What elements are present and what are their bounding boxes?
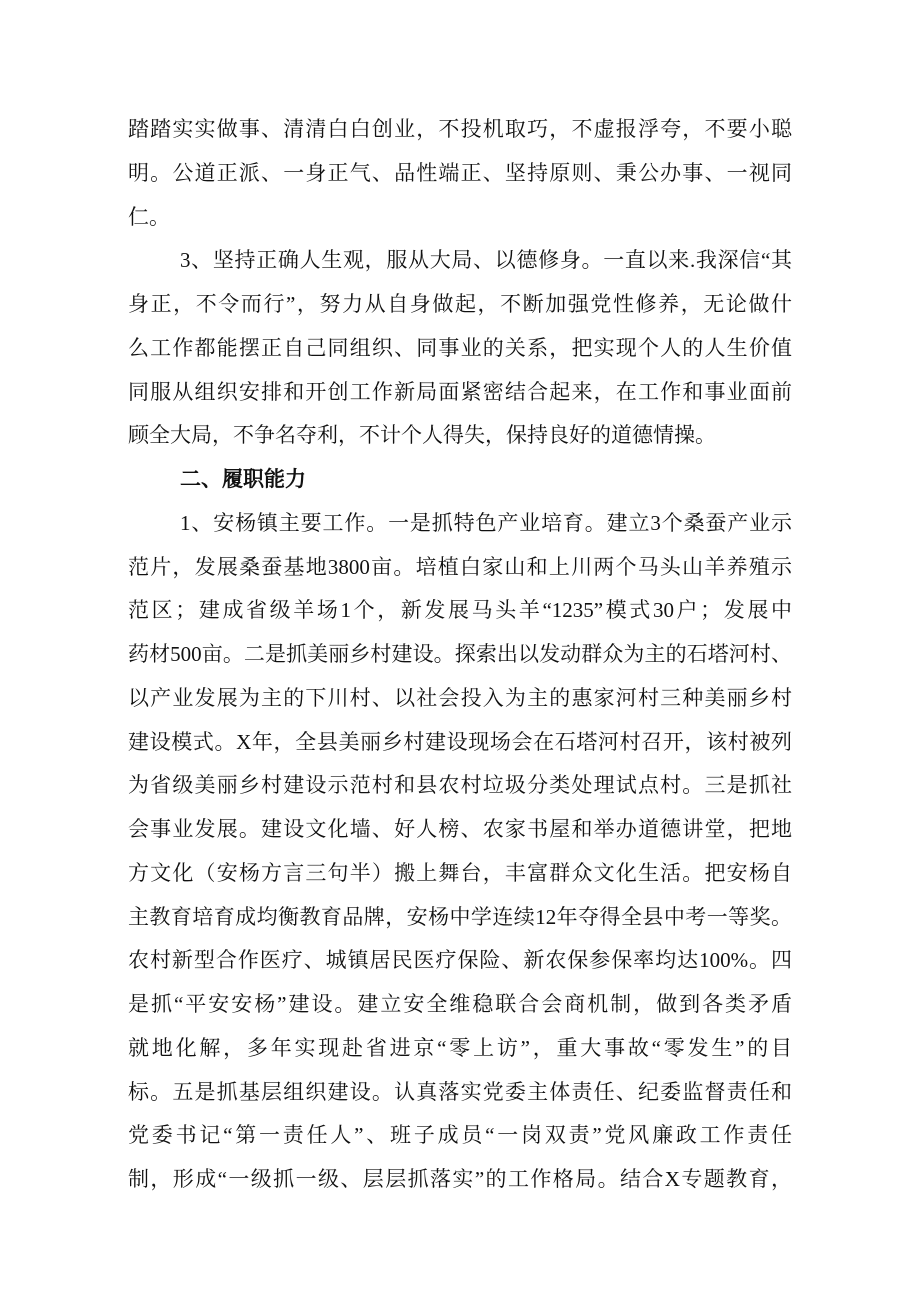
text-line: 农村新型合作医疗、城镇居民医疗保险、新农保参保率均达100%。四 xyxy=(128,948,792,973)
text-line: 同服从组织安排和开创工作新局面紧密结合起来，在工作和事业面前 xyxy=(128,379,792,404)
section-heading: 二、履职能力 xyxy=(180,467,306,491)
text-line: 么工作都能摆正自己同组织、同事业的关系，把实现个人的人生价值 xyxy=(128,335,792,360)
paragraph xyxy=(128,239,792,458)
text-line: 顾全大局，不争名夺利，不计个人得失，保持良好的道德情操。 xyxy=(128,423,716,448)
text-line: 建设模式。X年，全县美丽乡村建设现场会在石塔河村召开，该村被列 xyxy=(128,729,792,754)
text-line: 踏踏实实做事、清清白白创业，不投机取巧，不虚报浮夸，不要小聪 xyxy=(128,117,792,141)
text-line: 范片，发展桑蚕基地3800亩。培植白家山和上川两个马头山羊养殖示 xyxy=(128,554,792,579)
text-line: 身正，不令而行”，努力从自身做起，不断加强党性修养，无论做什 xyxy=(128,292,792,316)
text-line: 以产业发展为主的下川村、以社会投入为主的惠家河村三种美丽乡村 xyxy=(128,685,792,710)
paragraph xyxy=(128,458,792,502)
paragraph xyxy=(128,502,792,1202)
text-line: 仁。 xyxy=(128,204,170,229)
text-line: 明。公道正派、一身正气、品性端正、坚持原则、秉公办事、一视同 xyxy=(128,160,792,185)
text-line: 主教育培育成均衡教育品牌，安杨中学连续12年夺得全县中考一等奖。 xyxy=(128,904,792,929)
text-line: 党委书记“第一责任人”、班子成员“一岗双责”党风廉政工作责任 xyxy=(128,1123,792,1148)
text-line: 药材500亩。二是抓美丽乡村建设。探索出以发动群众为主的石塔河村、 xyxy=(128,642,792,666)
paragraph xyxy=(128,108,792,239)
text-line: 范区；建成省级羊场1个，新发展马头羊“1235”模式30户；发展中 xyxy=(128,598,792,623)
document-body xyxy=(128,108,792,1202)
text-line: 为省级美丽乡村建设示范村和县农村垃圾分类处理试点村。三是抓社 xyxy=(128,773,792,798)
text-line: 3、坚持正确人生观，服从大局、以德修身。一直以来.我深信“其 xyxy=(180,248,792,273)
text-line: 制，形成“一级抓一级、层层抓落实”的工作格局。结合X专题教育， xyxy=(128,1167,792,1191)
text-line: 会事业发展。建设文化墙、好人榜、农家书屋和举办道德讲堂，把地 xyxy=(128,817,792,841)
text-line: 是抓“平安安杨”建设。建立安全维稳联合会商机制，做到各类矛盾 xyxy=(128,992,792,1016)
text-line: 1、安杨镇主要工作。一是抓特色产业培育。建立3个桑蚕产业示 xyxy=(180,510,792,535)
text-line: 方文化（安杨方言三句半）搬上舞台，丰富群众文化生活。把安杨自 xyxy=(128,860,792,885)
text-line: 标。五是抓基层组织建设。认真落实党委主体责任、纪委监督责任和 xyxy=(128,1079,792,1104)
text-line: 就地化解，多年实现赴省进京“零上访”，重大事故“零发生”的目 xyxy=(128,1035,792,1060)
